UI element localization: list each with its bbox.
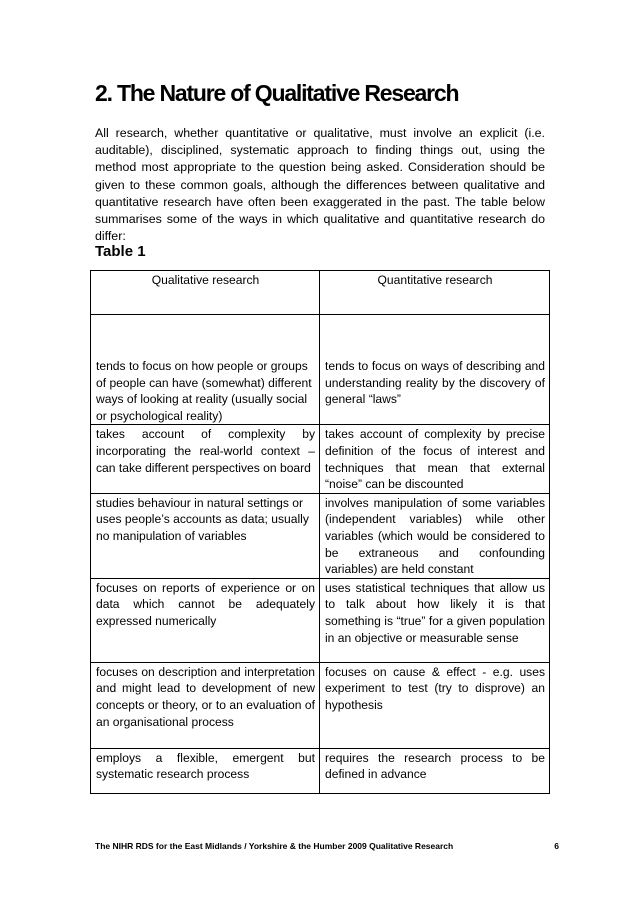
quantitative-cell-text: involves manipulation of some variables (independent variables) while other variables (which would be considered to be extraneous and confounding variables) are held constant [325, 495, 545, 577]
qualitative-cell [91, 425, 320, 493]
table-row [91, 493, 550, 578]
quantitative-cell-text: takes account of complexity by precise definition of the focus of interest and techniques that mean that external “noise” can be discounted [325, 427, 545, 492]
qualitative-cell [91, 315, 320, 425]
qualitative-cell [91, 493, 320, 578]
qualitative-cell-text: studies behaviour in natural settings or uses people’s accounts as data; usually no manipulation of variables [96, 495, 309, 543]
quantitative-cell-text: requires the research process to be defined in advance [325, 750, 545, 782]
intro-paragraph: All research, whether quantitative or qualitative, must involve an explicit (i.e. auditable), disciplined, systematic approach to finding things out, using the method most appropriate to the question being asked. Consideration should be given to these common goals, although the differences between qualitative and quantitative research have often been exaggerated in the past. The table below summarises some of the ways in which qualitative and quantitative research do differ: [95, 126, 545, 244]
quantitative-cell [320, 315, 550, 425]
qualitative-cell-text: focuses on description and interpretation and might lead to development of new concepts or theory, or to an evaluation of an organisational process [96, 664, 315, 729]
table-header-row [91, 271, 550, 315]
quantitative-cell-text: uses statistical techniques that allow us to talk about how likely it is that something is “true” for a given population in an objective or measurable sense [325, 580, 545, 645]
footer-text: The NIHR RDS for the East Midlands / Yorkshire & the Humber 2009 Qualitative Research [95, 841, 454, 851]
quantitative-cell [320, 425, 550, 493]
quantitative-cell-text: focuses on cause & effect - e.g. uses experiment to test (try to disprove) an hypothesis [325, 664, 545, 712]
qualitative-cell-text: employs a flexible, emergent but systematic research process [96, 750, 315, 782]
quantitative-cell [320, 748, 550, 793]
page-footer [95, 841, 559, 851]
qualitative-cell [91, 578, 320, 662]
table-row [91, 748, 550, 793]
table-row [91, 662, 550, 748]
comparison-table [90, 270, 550, 794]
qualitative-cell [91, 662, 320, 748]
qualitative-cell-text: focuses on reports of experience or on data which cannot be adequately expressed numerically [96, 580, 315, 628]
header-quantitative: Quantitative research [320, 271, 550, 315]
qualitative-cell-text: tends to focus on how people or groups of people can have (somewhat) different ways of looking at reality (usually social or psychological reality) [96, 359, 312, 423]
quantitative-cell [320, 493, 550, 578]
quantitative-cell [320, 578, 550, 662]
quantitative-cell [320, 662, 550, 748]
table-row [91, 578, 550, 662]
page-number: 6 [554, 841, 559, 851]
table-row [91, 315, 550, 425]
qualitative-cell [91, 748, 320, 793]
qualitative-cell-text: takes account of complexity by incorporating the real-world context – can take different perspectives on board [96, 427, 315, 475]
table-row [91, 425, 550, 493]
quantitative-cell-text: tends to focus on ways of describing and understanding reality by the discovery of general “laws” [325, 359, 545, 407]
table-heading: Table 1 [95, 243, 146, 260]
header-qualitative: Qualitative research [91, 271, 320, 315]
page-title: 2. The Nature of Qualitative Research [95, 80, 459, 106]
